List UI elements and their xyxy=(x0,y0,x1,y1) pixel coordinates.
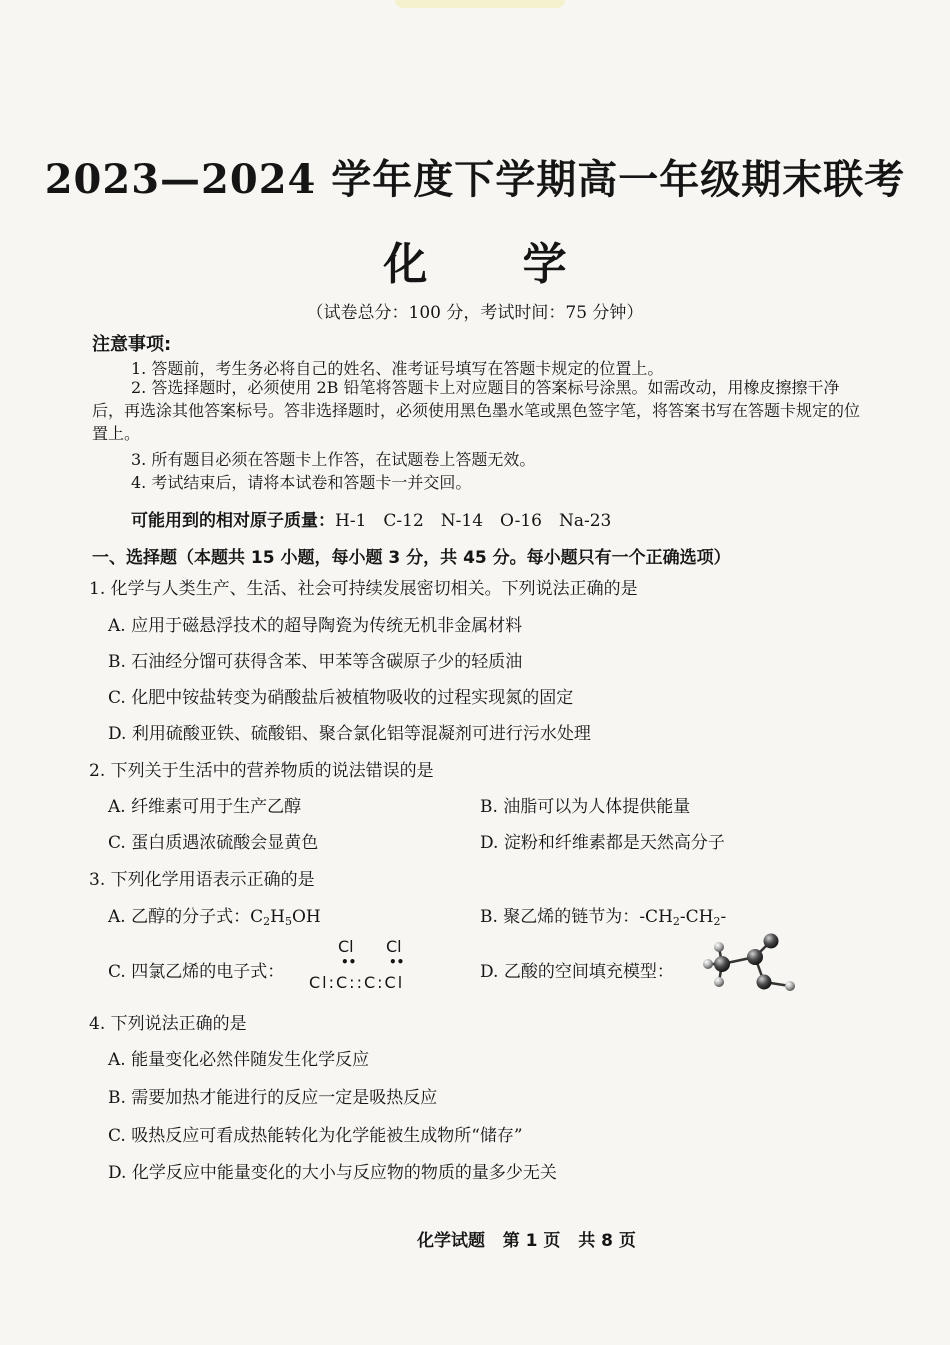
footer-total: 共 8 页 xyxy=(578,1231,636,1251)
lewis-dots-left: •• xyxy=(341,955,357,969)
q2-option-b: B. 油脂可以为人体提供能量 xyxy=(480,797,691,817)
lewis-bottom-line: Cl:C::C:Cl xyxy=(309,973,405,992)
paper-stain xyxy=(395,0,565,8)
q3-option-b xyxy=(480,902,726,928)
q4-option-b: B. 需要加热才能进行的反应一定是吸热反应 xyxy=(108,1088,438,1108)
acetic-acid-model-icon xyxy=(698,930,800,992)
lewis-cl-top-right: Cl xyxy=(386,937,402,956)
page-footer xyxy=(417,1226,636,1251)
q2-option-c: C. 蛋白质遇浓硫酸会显黄色 xyxy=(108,833,319,853)
note-3: 3. 所有题目必须在答题卡上作答，在试题卷上答题无效。 xyxy=(131,450,536,469)
q3-option-b-label: B. 聚乙烯的链节为： xyxy=(480,907,640,927)
ethanol-formula: $C_2H_5OH$ xyxy=(250,907,321,928)
section-title: 一、选择题（本题共 15 小题，每小题 3 分，共 45 分。每小题只有一个正确选项） xyxy=(92,548,731,568)
q2-stem: 2. 下列关于生活中的营养物质的说法错误的是 xyxy=(89,761,434,781)
q2-option-a: A. 纤维素可用于生产乙醇 xyxy=(108,797,302,817)
atomic-masses-values: H-1 C-12 N-14 O-16 Na-23 xyxy=(335,511,612,531)
note-2: 2. 答选择题时，必须使用 2B 铅笔将答题卡上对应题目的答案标号涂黑。如需改动，用橡皮擦擦干净后，再选涂其他答案标号。答非选择题时，必须使用黑色墨水笔或黑色签字笔，将答案书写在答题卡规定的位置上。 xyxy=(92,378,861,443)
q2-option-d: D. 淀粉和纤维素都是天然高分子 xyxy=(480,833,725,853)
q1-option-c: C. 化肥中铵盐转变为硝酸盐后被植物吸收的过程实现氮的固定 xyxy=(108,688,574,708)
q4-option-d: D. 化学反应中能量变化的大小与反应物的物质的量多少无关 xyxy=(108,1163,557,1183)
q1-option-d: D. 利用硫酸亚铁、硫酸铝、聚合氯化铝等混凝剂可进行污水处理 xyxy=(108,724,591,744)
q1-stem: 1. 化学与人类生产、生活、社会可持续发展密切相关。下列说法正确的是 xyxy=(89,579,638,599)
footer-subject: 化学试题 xyxy=(417,1231,485,1251)
q4-stem: 4. 下列说法正确的是 xyxy=(89,1014,247,1034)
q3-option-a-label: A. 乙醇的分子式： xyxy=(108,907,251,927)
q1-option-a: A. 应用于磁悬浮技术的超导陶瓷为传统无机非金属材料 xyxy=(108,616,523,636)
lewis-dots-right: •• xyxy=(389,955,405,969)
subject-title: 化 学 xyxy=(383,239,607,290)
footer-page: 第 1 页 xyxy=(502,1231,561,1251)
note-1: 1. 答题前，考生务必将自己的姓名、准考证号填写在答题卡规定的位置上。 xyxy=(131,359,664,378)
atomic-masses xyxy=(131,506,611,531)
q1-option-b: B. 石油经分馏可获得含苯、甲苯等含碳原子少的轻质油 xyxy=(108,652,523,672)
exam-title: 2023—2024 学年度下学期高一年级期末联考 xyxy=(44,156,906,203)
q3-stem: 3. 下列化学用语表示正确的是 xyxy=(89,870,315,890)
notes-heading: 注意事项: xyxy=(92,334,172,355)
atomic-masses-label: 可能用到的相对原子质量： xyxy=(131,511,335,531)
q3-option-c-label: C. 四氯乙烯的电子式： xyxy=(108,962,285,982)
q3-option-a xyxy=(108,902,321,928)
q3-option-d-label: D. 乙酸的空间填充模型： xyxy=(480,962,674,982)
q4-option-a: A. 能量变化必然伴随发生化学反应 xyxy=(108,1050,370,1070)
q4-option-c: C. 吸热反应可看成热能转化为化学能被生成物所“储存” xyxy=(108,1126,523,1146)
note-4: 4. 考试结束后，请将本试卷和答题卡一并交回。 xyxy=(131,473,472,492)
polyethylene-unit: $-CH_2-CH_2-$ xyxy=(639,907,727,928)
lewis-cl-top-left: Cl xyxy=(338,937,354,956)
exam-info: （试卷总分：100 分，考试时间：75 分钟） xyxy=(306,303,644,323)
